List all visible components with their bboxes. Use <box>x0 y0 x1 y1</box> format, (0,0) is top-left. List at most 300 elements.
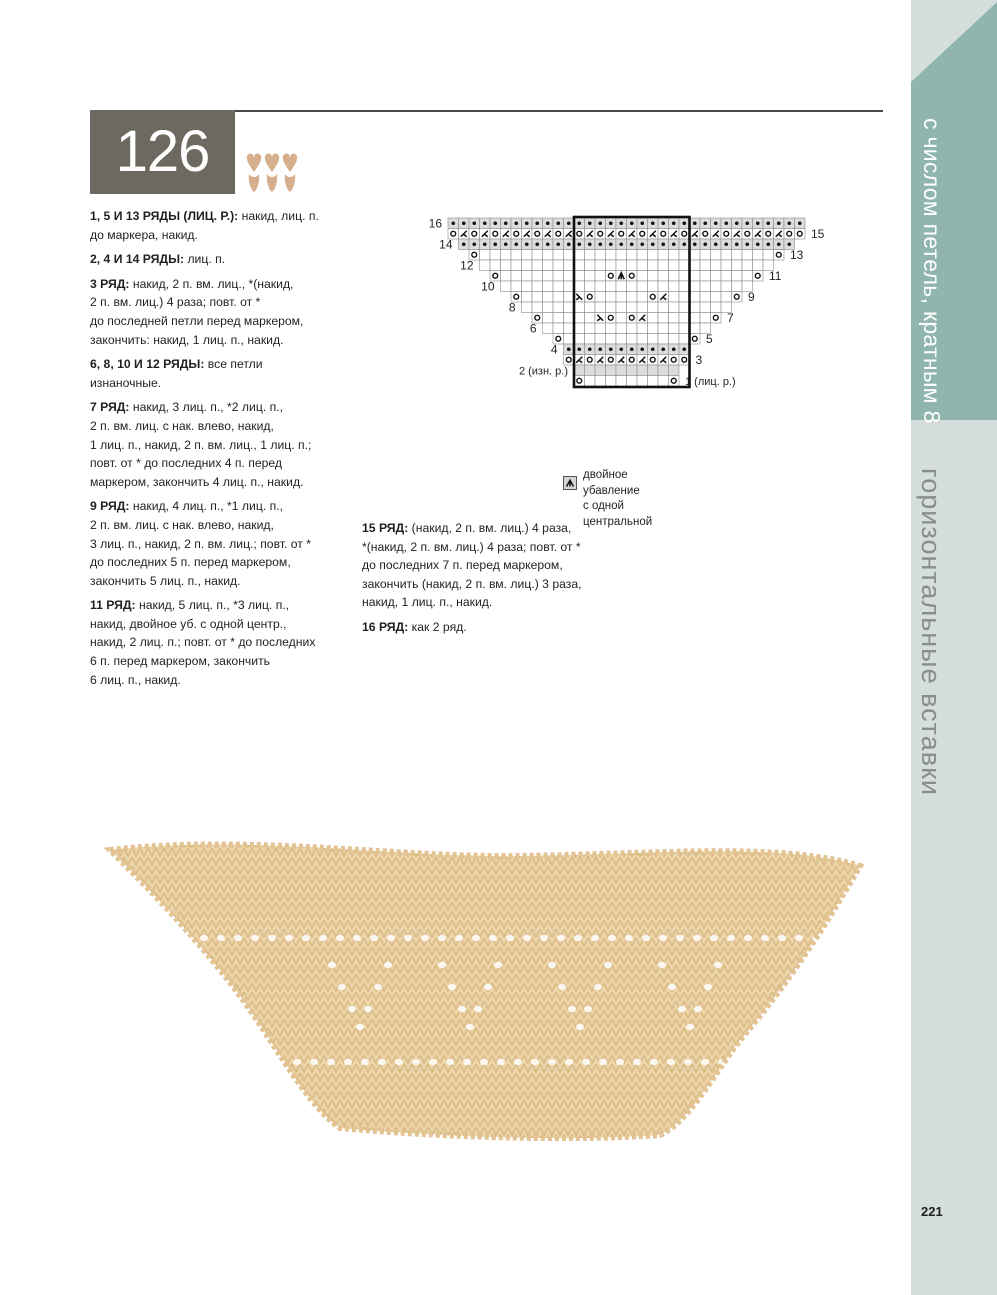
purl-symbol <box>567 347 571 351</box>
chart-cell <box>585 250 596 261</box>
chart-cell <box>637 260 648 271</box>
chart-cell <box>658 323 669 334</box>
chart-cell <box>532 229 543 240</box>
pattern-number: 126 <box>90 110 235 194</box>
chart-cell <box>585 292 596 303</box>
chart-cell <box>627 323 638 334</box>
chart-cell <box>585 323 596 334</box>
chart-cell <box>658 260 669 271</box>
purl-symbol <box>787 221 791 225</box>
purl-symbol <box>588 347 592 351</box>
chart-cell <box>553 313 564 324</box>
chart-cell <box>658 334 669 345</box>
row-label-right: 9 <box>748 289 755 304</box>
chart-cell <box>606 355 617 366</box>
chart-cell <box>511 260 522 271</box>
chart-cell <box>606 323 617 334</box>
chart-cell <box>732 250 743 261</box>
chart-cell <box>522 292 533 303</box>
purl-symbol <box>630 242 634 246</box>
purl-symbol <box>525 221 529 225</box>
chart-cell <box>711 260 722 271</box>
chart-cell <box>679 313 690 324</box>
purl-symbol <box>462 221 466 225</box>
chart-cell <box>553 302 564 313</box>
chart-cell <box>627 302 638 313</box>
chart-cell <box>637 250 648 261</box>
chart-cell <box>595 229 606 240</box>
chart-cell <box>564 260 575 271</box>
chart-cell <box>616 334 627 345</box>
chart-cell <box>721 271 732 282</box>
chart-cell <box>669 250 680 261</box>
chart-cell <box>595 323 606 334</box>
chart-cell <box>511 281 522 292</box>
chart-cell <box>595 376 606 387</box>
purl-symbol <box>651 221 655 225</box>
purl-symbol <box>640 242 644 246</box>
chart-cell <box>627 250 638 261</box>
chart-cell <box>532 292 543 303</box>
row-label-left: 14 <box>439 237 453 252</box>
chart-cell <box>648 355 659 366</box>
knitting-chart <box>420 210 850 460</box>
row-label-left: 10 <box>481 279 495 294</box>
chart-cell <box>585 355 596 366</box>
chart-cell <box>606 365 617 376</box>
chart-cell <box>585 365 596 376</box>
chart-cell <box>658 281 669 292</box>
chart-cell <box>585 260 596 271</box>
chart-cell <box>553 250 564 261</box>
chart-cell <box>564 292 575 303</box>
chart-cell <box>711 250 722 261</box>
chart-cell <box>669 334 680 345</box>
chart-cell <box>616 260 627 271</box>
chart-cell <box>637 292 648 303</box>
chart-cell <box>616 281 627 292</box>
purl-symbol <box>640 221 644 225</box>
row-label-right: 11 <box>769 268 782 283</box>
chart-cell <box>469 229 480 240</box>
chart-cell <box>627 260 638 271</box>
purl-symbol <box>682 347 686 351</box>
header-rule <box>233 110 883 112</box>
purl-symbol <box>535 242 539 246</box>
chart-cell <box>700 250 711 261</box>
purl-symbol <box>745 242 749 246</box>
chart-cell <box>700 292 711 303</box>
chart-cell <box>732 292 743 303</box>
purl-symbol <box>556 242 560 246</box>
purl-symbol <box>609 242 613 246</box>
purl-symbol <box>693 221 697 225</box>
chart-cell <box>648 334 659 345</box>
chart-cell <box>606 260 617 271</box>
chart-cell <box>574 334 585 345</box>
chart-cell <box>543 250 554 261</box>
purl-symbol <box>483 221 487 225</box>
chart-cell <box>595 271 606 282</box>
chart-cell <box>732 271 743 282</box>
chart-cell <box>721 250 732 261</box>
purl-symbol <box>598 347 602 351</box>
purl-symbol <box>493 242 497 246</box>
chart-cell <box>532 260 543 271</box>
chart-cell <box>574 313 585 324</box>
chart-cell <box>574 250 585 261</box>
instruction-row-15: 15 РЯД: (накид, 2 п. вм. лиц.) 4 раза, *(накид, 2 п. вм. лиц.) 4 раза; повт. от * до последних 7 п. перед маркером, закончить (накид, 2 п. вм. лиц.) 3 раза, накид, 1 лиц. п., накид. <box>362 521 582 610</box>
chart-cell <box>511 250 522 261</box>
purl-symbol <box>787 242 791 246</box>
chart-cell <box>658 365 669 376</box>
chart-cell <box>637 334 648 345</box>
chart-cell <box>679 355 690 366</box>
chart-cell <box>742 271 753 282</box>
chart-cell <box>721 292 732 303</box>
chart-cell <box>490 250 501 261</box>
chart-cell <box>595 250 606 261</box>
chart-cell <box>732 281 743 292</box>
chart-cell <box>501 250 512 261</box>
purl-symbol <box>514 221 518 225</box>
chart-cell <box>616 323 627 334</box>
row-label-right: 7 <box>727 310 734 325</box>
purl-symbol <box>493 221 497 225</box>
purl-symbol <box>588 242 592 246</box>
chart-cell <box>574 271 585 282</box>
chart-cell <box>711 302 722 313</box>
chart-cell <box>700 271 711 282</box>
chart-cell <box>532 271 543 282</box>
instruction-rows-6-8-10-12: 6, 8, 10 И 12 РЯДЫ: все петли изнаночные. <box>90 357 263 390</box>
purl-symbol <box>577 221 581 225</box>
chart-cell <box>732 260 743 271</box>
chart-cell <box>658 313 669 324</box>
chart-cell <box>543 281 554 292</box>
chart-cell <box>669 365 680 376</box>
chart-cell <box>553 292 564 303</box>
purl-symbol <box>798 221 802 225</box>
row-label-right: 3 <box>695 352 703 367</box>
chart-cell <box>669 281 680 292</box>
chart-cell <box>637 229 648 240</box>
chart-cell <box>627 365 638 376</box>
chart-cell <box>606 250 617 261</box>
chart-cell <box>574 281 585 292</box>
chart-cell <box>658 250 669 261</box>
purl-symbol <box>703 242 707 246</box>
chart-cell <box>532 281 543 292</box>
chart-cell <box>690 334 701 345</box>
chart-cell <box>669 323 680 334</box>
chart-cell <box>532 250 543 261</box>
chart-cell <box>711 281 722 292</box>
side-tab-subtitle: с числом петель, кратным 8 <box>919 118 945 424</box>
chart-cell <box>669 376 680 387</box>
chart-cell <box>648 271 659 282</box>
chart-cell <box>627 355 638 366</box>
purl-symbol <box>672 347 676 351</box>
instruction-row-16: 16 РЯД: как 2 ряд. <box>362 619 467 634</box>
row-label-right: 5 <box>706 331 713 346</box>
instructions-left-column <box>90 207 352 695</box>
chart-cell <box>553 271 564 282</box>
chart-cell <box>784 229 795 240</box>
purl-symbol <box>756 242 760 246</box>
purl-symbol <box>451 221 455 225</box>
purl-symbol <box>661 347 665 351</box>
row-label-right: 1 (лиц. р.) <box>685 375 736 388</box>
chart-cell <box>564 271 575 282</box>
chart-cell <box>763 250 774 261</box>
purl-symbol <box>724 221 728 225</box>
chart-cell <box>522 281 533 292</box>
chart-cell <box>616 376 627 387</box>
purl-symbol <box>682 221 686 225</box>
chart-cell <box>585 302 596 313</box>
chart-cell <box>637 376 648 387</box>
chart-cell <box>690 271 701 282</box>
purl-symbol <box>535 221 539 225</box>
purl-symbol <box>630 221 634 225</box>
chart-cell <box>595 334 606 345</box>
chart-cell <box>700 260 711 271</box>
chart-cell <box>795 229 806 240</box>
purl-symbol <box>777 221 781 225</box>
purl-symbol <box>630 347 634 351</box>
chart-cell <box>585 281 596 292</box>
chart-cell <box>574 260 585 271</box>
chart-cell <box>711 271 722 282</box>
row-label-right: 13 <box>790 247 804 262</box>
chart-cell <box>690 260 701 271</box>
chart-cell <box>721 229 732 240</box>
row-label-right: 15 <box>811 226 825 241</box>
chart-cell <box>648 250 659 261</box>
purl-symbol <box>609 221 613 225</box>
chart-cell <box>711 313 722 324</box>
chart-cell <box>763 229 774 240</box>
chart-cell <box>669 260 680 271</box>
chart-cell <box>637 323 648 334</box>
instruction-row-3: 3 РЯД: накид, 2 п. вм. лиц., *(накид, 2 п. вм. лиц.) 4 раза; повт. от * до последней петли перед маркером, закончить: накид, 1 лиц. п., накид. <box>90 276 304 347</box>
chart-cell <box>606 334 617 345</box>
purl-symbol <box>556 221 560 225</box>
chart-cell <box>648 313 659 324</box>
chart-cell <box>574 376 585 387</box>
chart-cell <box>700 281 711 292</box>
chart-cell <box>700 313 711 324</box>
chart-cell <box>648 302 659 313</box>
chart-cell <box>679 323 690 334</box>
chart-cell <box>648 376 659 387</box>
chart-cell <box>721 260 732 271</box>
purl-symbol <box>777 242 781 246</box>
chart-cell <box>606 292 617 303</box>
chart-cell <box>627 334 638 345</box>
row-label-left: 12 <box>460 258 474 273</box>
purl-symbol <box>735 221 739 225</box>
page-number: 221 <box>921 1204 943 1219</box>
chart-cell <box>679 302 690 313</box>
instructions-right-column <box>362 519 632 643</box>
chart-cell <box>595 292 606 303</box>
purl-symbol <box>462 242 466 246</box>
chart-cell <box>616 302 627 313</box>
chart-cell <box>553 260 564 271</box>
chart-cell <box>511 271 522 282</box>
chart-cell <box>753 271 764 282</box>
purl-symbol <box>661 242 665 246</box>
purl-symbol <box>661 221 665 225</box>
chart-cell <box>564 302 575 313</box>
three-hearts-difficulty-icon <box>245 152 301 192</box>
chart-cell <box>543 292 554 303</box>
chart-cell <box>637 281 648 292</box>
chart-cell <box>511 229 522 240</box>
chart-cell <box>585 376 596 387</box>
purl-symbol <box>504 242 508 246</box>
chart-cell <box>522 250 533 261</box>
chart-cell <box>574 229 585 240</box>
chart-cell <box>522 271 533 282</box>
chart-cell <box>553 323 564 334</box>
row-label-left: 2 (изн. р.) <box>518 365 568 378</box>
purl-symbol <box>577 242 581 246</box>
chart-cell <box>648 323 659 334</box>
purl-symbol <box>672 221 676 225</box>
chart-cell <box>480 260 491 271</box>
chart-cell <box>648 365 659 376</box>
purl-symbol <box>577 347 581 351</box>
chart-cell <box>637 302 648 313</box>
chart-cell <box>658 229 669 240</box>
chart-cell <box>742 250 753 261</box>
chart-cell <box>595 302 606 313</box>
purl-symbol <box>546 221 550 225</box>
purl-symbol <box>588 221 592 225</box>
purl-symbol <box>598 242 602 246</box>
purl-symbol <box>693 242 697 246</box>
chart-cell <box>595 260 606 271</box>
chart-cell <box>648 281 659 292</box>
chart-cell <box>616 229 627 240</box>
purl-symbol <box>714 242 718 246</box>
chart-cell <box>574 302 585 313</box>
double-decrease-symbol-icon <box>563 476 577 490</box>
chart-cell <box>595 281 606 292</box>
purl-symbol <box>735 242 739 246</box>
row-label-left: 4 <box>550 342 558 357</box>
chart-cell <box>669 313 680 324</box>
chart-cell <box>690 323 701 334</box>
purl-symbol <box>609 347 613 351</box>
chart-cell <box>543 260 554 271</box>
chart-cell <box>501 281 512 292</box>
knitted-lace-swatch-image <box>100 830 870 1145</box>
purl-symbol <box>672 242 676 246</box>
instruction-row-9: 9 РЯД: накид, 4 лиц. п., *1 лиц. п., 2 п. вм. лиц. с нак. влево, накид, 3 лиц. п., накид, 2 п. вм. лиц.; повт. от * до последних 5 п. перед маркером, закончить 5 лиц. п., накид. <box>90 499 312 588</box>
chart-cell <box>669 355 680 366</box>
chart-cell <box>700 302 711 313</box>
chart-cell <box>669 302 680 313</box>
chart-cell <box>669 292 680 303</box>
chart-cell <box>616 313 627 324</box>
purl-symbol <box>567 242 571 246</box>
purl-symbol <box>682 242 686 246</box>
purl-symbol <box>651 242 655 246</box>
chart-cell <box>774 250 785 261</box>
purl-symbol <box>619 347 623 351</box>
instruction-rows-1-5-13: 1, 5 И 13 РЯДЫ (ЛИЦ. Р.): накид, лиц. п. до маркера, накид. <box>90 209 319 242</box>
chart-cell <box>679 260 690 271</box>
chart-cell <box>648 260 659 271</box>
row-label-left: 8 <box>508 300 516 315</box>
purl-symbol <box>714 221 718 225</box>
chart-cell <box>585 313 596 324</box>
chart-cell <box>690 250 701 261</box>
chart-cell <box>753 250 764 261</box>
chart-cell <box>522 260 533 271</box>
chart-cell <box>564 334 575 345</box>
chart-cell <box>585 334 596 345</box>
chart-cell <box>585 271 596 282</box>
chart-cell <box>627 376 638 387</box>
purl-symbol <box>619 242 623 246</box>
chart-cell <box>490 229 501 240</box>
purl-symbol <box>525 242 529 246</box>
chart-cell <box>679 281 690 292</box>
chart-cell <box>553 229 564 240</box>
chart-cell <box>679 271 690 282</box>
chart-cell <box>616 250 627 261</box>
chart-cell <box>532 302 543 313</box>
purl-symbol <box>546 242 550 246</box>
chart-cell <box>616 365 627 376</box>
purl-symbol <box>504 221 508 225</box>
chart-cell <box>742 229 753 240</box>
chart-cell <box>543 271 554 282</box>
purl-symbol <box>514 242 518 246</box>
chart-cell <box>753 260 764 271</box>
purl-symbol <box>766 242 770 246</box>
chart-cell <box>721 281 732 292</box>
chart-cell <box>606 313 617 324</box>
chart-cell <box>501 260 512 271</box>
chart-cell <box>543 302 554 313</box>
instruction-rows-2-4-14: 2, 4 И 14 РЯДЫ: лиц. п. <box>90 252 226 267</box>
chart-cell <box>564 250 575 261</box>
chart-cell <box>543 313 554 324</box>
purl-symbol <box>651 347 655 351</box>
chart-cell <box>627 271 638 282</box>
chart-cell <box>627 313 638 324</box>
chart-cell <box>690 281 701 292</box>
chart-cell <box>627 292 638 303</box>
chart-cell <box>669 271 680 282</box>
purl-symbol <box>619 221 623 225</box>
chart-cell <box>658 271 669 282</box>
instruction-row-11: 11 РЯД: накид, 5 лиц. п., *3 лиц. п., накид, двойное уб. с одной центр., накид, 2 лиц. п.; повт. от * до последних 6 п. перед маркером, закончить 6 лиц. п., накид. <box>90 598 316 687</box>
chart-cell <box>574 365 585 376</box>
chart-cell <box>564 323 575 334</box>
chart-cell <box>690 292 701 303</box>
row-label-left: 6 <box>529 321 537 336</box>
chart-cell <box>679 229 690 240</box>
chart-cell <box>564 355 575 366</box>
purl-symbol <box>640 347 644 351</box>
